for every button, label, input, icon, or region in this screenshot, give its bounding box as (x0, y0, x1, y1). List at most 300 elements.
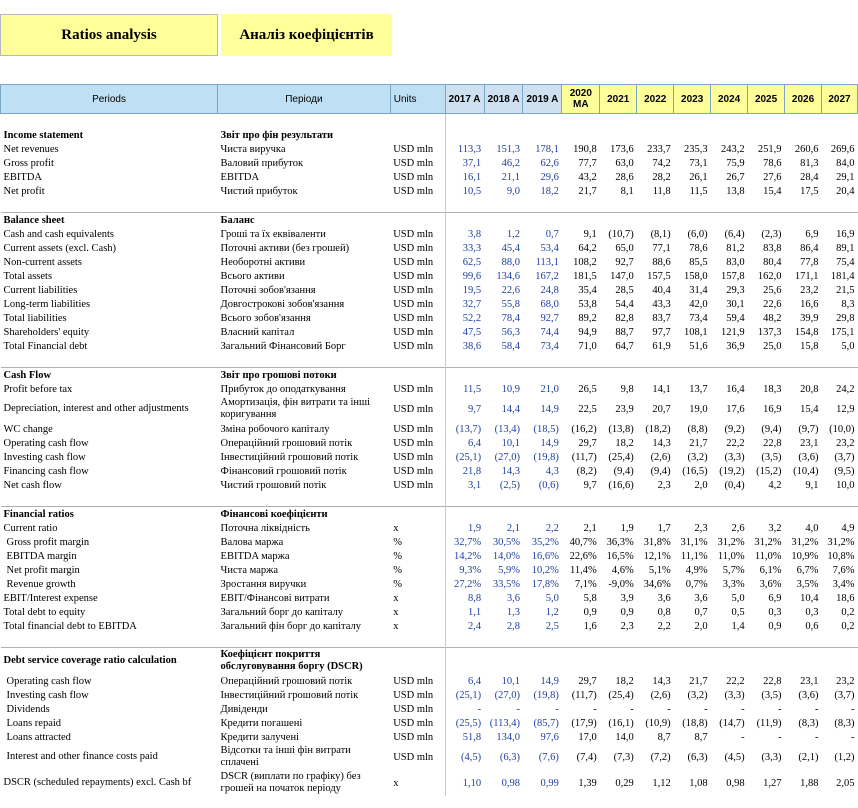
value-cell (748, 648, 785, 675)
row-unit: USD mln (390, 156, 445, 170)
empty-cell (674, 198, 711, 213)
header-year: 2026 (785, 85, 822, 114)
value-cell: 19,0 (689, 403, 708, 415)
value-cell: 89,2 (578, 312, 597, 324)
value-cell: 22,6 (763, 298, 782, 310)
empty-cell (637, 492, 674, 507)
value-cell: (8,2) (576, 465, 597, 477)
value-cell: (6,4) (724, 228, 745, 240)
empty-cell (748, 353, 785, 368)
empty-cell (390, 492, 445, 507)
value-cell: 22,8 (763, 437, 782, 449)
value-cell: (10,4) (793, 465, 819, 477)
value-cell: 10,1 (501, 437, 520, 449)
value-cell (445, 128, 484, 142)
value-cell: (2,3) (761, 228, 782, 240)
value-cell: 2,1 (506, 522, 520, 534)
row-unit: USD mln (390, 142, 445, 156)
row-label-ua: Поточні зобов'язання (220, 284, 316, 296)
spacer-row (1, 198, 858, 213)
row-unit: USD mln (390, 688, 445, 702)
value-cell: 61,9 (652, 340, 671, 352)
value-cell (445, 507, 484, 522)
row-label-ua: Операційний грошовий потік (220, 437, 353, 449)
value-cell: 1,10 (462, 777, 482, 789)
empty-cell (562, 492, 600, 507)
value-cell: 1,1 (467, 606, 482, 618)
value-cell: 0,9 (768, 620, 782, 632)
value-cell: 18,2 (615, 437, 634, 449)
value-cell: 22,6 (501, 284, 520, 296)
value-cell: 23,9 (615, 403, 634, 415)
value-cell (674, 213, 711, 228)
value-cell: 5,0 (545, 592, 559, 604)
value-cell (748, 507, 785, 522)
value-cell: 0,8 (657, 606, 671, 618)
value-cell: - (630, 703, 634, 715)
value-cell: 16,6% (531, 550, 559, 562)
value-cell: 53,4 (540, 242, 559, 254)
value-cell: 23,1 (800, 437, 819, 449)
value-cell (445, 648, 484, 675)
empty-cell (600, 198, 637, 213)
value-cell: 43,3 (652, 298, 671, 310)
value-cell: 28,4 (800, 171, 819, 183)
value-cell: (18,2) (645, 423, 671, 435)
section-header-row (1, 368, 858, 383)
value-cell: 243,2 (720, 143, 745, 155)
value-cell: 0,3 (805, 606, 819, 618)
value-cell: 31,2% (827, 536, 855, 548)
section-header-row (1, 648, 858, 675)
value-cell (748, 128, 785, 142)
value-cell: 14,3 (501, 465, 520, 477)
row-label-ua: Загальний борг до капіталу (220, 606, 343, 618)
value-cell: 53,8 (578, 298, 597, 310)
row-unit: USD mln (390, 436, 445, 450)
value-cell: (0,6) (538, 479, 559, 491)
value-cell: 82,8 (615, 312, 634, 324)
value-cell: 154,8 (794, 326, 819, 338)
value-cell: 29,8 (836, 312, 855, 324)
row-label-en: Loans repaid (6, 717, 62, 729)
row-unit (390, 507, 445, 522)
value-cell (600, 128, 637, 142)
value-cell (523, 128, 562, 142)
value-cell: 83,8 (763, 242, 782, 254)
row-unit: USD mln (390, 184, 445, 198)
empty-cell (748, 114, 785, 129)
value-cell: 84,0 (836, 157, 855, 169)
value-cell: 8,1 (620, 185, 634, 197)
row-label-en: Current liabilities (3, 284, 78, 296)
value-cell: 63,0 (615, 157, 634, 169)
row-label-ua: Чистий грошовий потік (220, 479, 327, 491)
value-cell: 31,2% (754, 536, 782, 548)
table-row (1, 619, 858, 633)
value-cell: 68,0 (540, 298, 559, 310)
value-cell: 2,3 (620, 620, 634, 632)
empty-cell (785, 114, 822, 129)
row-label-ua: Всього зобов'язання (220, 312, 311, 324)
value-cell: (11,9) (756, 717, 782, 729)
value-cell: 28,2 (652, 171, 671, 183)
row-label-ua: Кредити залучені (220, 731, 299, 743)
value-cell (822, 507, 858, 522)
value-cell: 36,9 (726, 340, 745, 352)
row-unit: USD mln (390, 325, 445, 339)
value-cell: 2,2 (545, 522, 559, 534)
value-cell: 10,9 (501, 383, 520, 395)
value-cell: - (741, 703, 745, 715)
value-cell: 6,9 (805, 228, 819, 240)
value-cell: - (704, 703, 708, 715)
value-cell: 0,5 (731, 606, 745, 618)
row-unit: x (390, 619, 445, 633)
value-cell: (8,3) (834, 717, 855, 729)
value-cell: 18,3 (763, 383, 782, 395)
value-cell: 33,3 (462, 242, 482, 254)
spacer-row (1, 353, 858, 368)
value-cell: 113,1 (535, 256, 559, 268)
row-label-ua: EBITDA (220, 171, 260, 183)
row-label-ua: Фінансовий грошовий потік (220, 465, 347, 477)
value-cell: 75,9 (726, 157, 745, 169)
row-label-en: EBITDA (3, 171, 42, 183)
value-cell (674, 368, 711, 383)
value-cell: 3,2 (768, 522, 782, 534)
table-row (1, 521, 858, 535)
value-cell: 8,7 (694, 731, 708, 743)
row-unit: USD mln (390, 396, 445, 422)
table-row (1, 450, 858, 464)
section-header-row (1, 128, 858, 142)
value-cell: 1,9 (467, 522, 482, 534)
value-cell: 17,6 (726, 403, 745, 415)
value-cell: 5,7% (722, 564, 745, 576)
header-year (562, 85, 600, 114)
value-cell: 175,1 (830, 326, 855, 338)
value-cell: 31,4 (689, 284, 708, 296)
header-year-ma: 2020 MA (569, 88, 592, 110)
row-label-en: WC change (3, 423, 53, 435)
row-unit: USD mln (390, 255, 445, 269)
value-cell: (13,4) (494, 423, 520, 435)
value-cell: 9,1 (805, 479, 819, 491)
value-cell: (10,7) (608, 228, 634, 240)
value-cell (785, 128, 822, 142)
value-cell: 137,3 (757, 326, 782, 338)
row-label-en: EBIT/Interest expense (3, 592, 98, 604)
empty-cell (523, 492, 562, 507)
value-cell: 15,4 (763, 185, 782, 197)
value-cell: 5,0 (841, 340, 855, 352)
row-label-ua: Чистий прибуток (220, 185, 298, 197)
value-cell: 24,8 (540, 284, 559, 296)
table-row (1, 478, 858, 492)
value-cell: (13,7) (455, 423, 482, 435)
empty-cell (711, 353, 748, 368)
value-cell: (3,6) (798, 689, 819, 701)
row-label-en: Non-current assets (3, 256, 82, 268)
value-cell: 1,9 (620, 522, 634, 534)
row-label-en: Net cash flow (3, 479, 62, 491)
value-cell: (10,9) (645, 717, 671, 729)
value-cell: 27,6 (763, 171, 782, 183)
value-cell: 3,6 (657, 592, 671, 604)
value-cell (445, 213, 484, 228)
value-cell: (25,5) (455, 717, 482, 729)
value-cell (445, 368, 484, 383)
value-cell: (3,2) (687, 689, 708, 701)
value-cell (562, 507, 600, 522)
value-cell: (18,5) (533, 423, 559, 435)
value-cell: (25,4) (608, 451, 634, 463)
row-label-ua: Кредити погашені (220, 717, 303, 729)
value-cell: 35,2% (531, 536, 559, 548)
value-cell: 37,1 (462, 157, 482, 169)
value-cell: 23,1 (800, 675, 819, 687)
table-row (1, 283, 858, 297)
value-cell: (16,5) (682, 465, 708, 477)
row-label-ua: Звіт про фін результати (220, 129, 334, 141)
value-cell: (19,2) (719, 465, 745, 477)
header-year: 2022 (637, 85, 674, 114)
row-label-en: Cash and cash equivalents (3, 228, 115, 240)
value-cell: - (741, 731, 745, 743)
value-cell: 108,1 (684, 326, 708, 338)
value-cell: 14,1 (652, 383, 671, 395)
value-cell: 14,3 (652, 437, 671, 449)
value-cell: 40,7% (569, 536, 597, 548)
value-cell: 2,5 (545, 620, 559, 632)
row-label-ua: Амортизація, фін витрати та інші коригування (220, 397, 371, 420)
empty-cell (637, 114, 674, 129)
value-cell: 18,2 (615, 675, 634, 687)
value-cell: 171,1 (794, 270, 819, 282)
empty-cell (390, 633, 445, 648)
table-row (1, 702, 858, 716)
value-cell: 55,8 (501, 298, 520, 310)
empty-cell (1, 353, 218, 368)
value-cell: 0,9 (620, 606, 634, 618)
value-cell: 178,1 (535, 143, 559, 155)
value-cell: 0,99 (540, 777, 559, 789)
value-cell: 26,1 (689, 171, 708, 183)
row-label-en: Total financial debt to EBITDA (3, 620, 137, 632)
row-label-en: Total assets (3, 270, 53, 282)
value-cell: 0,3 (768, 606, 782, 618)
row-label-en: Debt service coverage ratio calculation (1, 648, 218, 675)
value-cell (785, 213, 822, 228)
value-cell: 4,3 (545, 465, 559, 477)
value-cell: 58,4 (501, 340, 520, 352)
value-cell: 29,7 (578, 675, 597, 687)
value-cell: 157,8 (720, 270, 745, 282)
value-cell: (7,2) (650, 751, 671, 763)
value-cell (822, 128, 858, 142)
value-cell: 13,7 (689, 383, 708, 395)
value-cell: (3,5) (761, 451, 782, 463)
empty-cell (711, 114, 748, 129)
value-cell: 15,8 (800, 340, 819, 352)
row-label-en: Total debt to equity (3, 606, 86, 618)
row-label-en: Shareholders' equity (3, 326, 90, 338)
row-label-en: Interest and other finance costs paid (6, 751, 158, 762)
value-cell: 14,4 (501, 403, 520, 415)
value-cell: 94,9 (578, 326, 597, 338)
value-cell: 9,0 (506, 185, 520, 197)
value-cell: 2,1 (583, 522, 597, 534)
value-cell: 151,3 (496, 143, 520, 155)
empty-cell (748, 633, 785, 648)
value-cell: 21,7 (689, 437, 708, 449)
value-cell: 14,9 (540, 437, 559, 449)
value-cell: 23,2 (836, 437, 855, 449)
value-cell (637, 648, 674, 675)
value-cell: 13,8 (726, 185, 745, 197)
row-unit: % (390, 563, 445, 577)
value-cell: 7,1% (574, 578, 597, 590)
value-cell: 190,8 (573, 143, 597, 155)
value-cell: (0,4) (724, 479, 745, 491)
table-row (1, 170, 858, 184)
row-label-en: EBITDA margin (6, 550, 77, 562)
value-cell: 11,0% (717, 550, 745, 562)
value-cell: 30,5% (492, 536, 520, 548)
value-cell: 260,6 (794, 143, 819, 155)
value-cell: 88,6 (652, 256, 671, 268)
row-label-en: Net revenues (3, 143, 59, 155)
table-row (1, 297, 858, 311)
value-cell: 11,0% (754, 550, 782, 562)
empty-cell (445, 492, 484, 507)
value-cell: 22,2 (726, 675, 745, 687)
value-cell: 35,4 (578, 284, 597, 296)
value-cell: 20,7 (652, 403, 671, 415)
row-unit: USD mln (390, 450, 445, 464)
value-cell: 157,5 (647, 270, 671, 282)
value-cell: 31,2% (717, 536, 745, 548)
value-cell: 0,29 (615, 777, 634, 789)
value-cell: (3,3) (724, 689, 745, 701)
empty-cell (600, 633, 637, 648)
value-cell: 78,6 (689, 242, 708, 254)
empty-cell (484, 492, 523, 507)
value-cell: (2,1) (798, 751, 819, 763)
table-row (1, 577, 858, 591)
empty-cell (1, 114, 218, 129)
value-cell: (27,0) (494, 451, 520, 463)
value-cell: 3,6% (759, 578, 782, 590)
value-cell: 52,2 (462, 312, 482, 324)
value-cell: 1,4 (731, 620, 745, 632)
empty-cell (674, 114, 711, 129)
value-cell: 97,7 (652, 326, 671, 338)
row-label-ua: Чиста маржа (220, 564, 279, 576)
empty-cell (523, 198, 562, 213)
value-cell: 54,4 (615, 298, 634, 310)
row-label-ua: DSCR (виплати по графіку) без грошей на початок періоду (220, 771, 361, 794)
value-cell: (2,5) (499, 479, 520, 491)
header-units: Units (390, 85, 445, 114)
value-cell (523, 507, 562, 522)
value-cell: 6,4 (467, 675, 482, 687)
value-cell: 3,9 (620, 592, 634, 604)
value-cell: (4,5) (724, 751, 745, 763)
value-cell (637, 213, 674, 228)
row-label-en: Depreciation, interest and other adjustments (3, 403, 189, 414)
value-cell: 1,3 (506, 606, 520, 618)
value-cell: 4,0 (805, 522, 819, 534)
section-header-row (1, 213, 858, 228)
empty-cell (600, 353, 637, 368)
value-cell: 1,12 (652, 777, 671, 789)
value-cell: 3,6 (506, 592, 520, 604)
value-cell: (7,4) (576, 751, 597, 763)
table-row (1, 535, 858, 549)
value-cell: 29,6 (540, 171, 559, 183)
value-cell: 42,0 (689, 298, 708, 310)
value-cell: 0,98 (726, 777, 745, 789)
table-row (1, 396, 858, 422)
value-cell: 28,6 (615, 171, 634, 183)
row-label-ua: Зміна робочого капіталу (220, 423, 330, 435)
section-header-row (1, 507, 858, 522)
empty-cell (674, 353, 711, 368)
value-cell: 30,1 (726, 298, 745, 310)
value-cell: (19,8) (533, 689, 559, 701)
value-cell: 108,2 (573, 256, 597, 268)
value-cell: 21,0 (540, 383, 559, 395)
row-label-en: Financing cash flow (3, 465, 89, 477)
value-cell: 0,2 (841, 606, 855, 618)
value-cell: 3,4% (832, 578, 855, 590)
table-row (1, 227, 858, 241)
value-cell: 3,3% (722, 578, 745, 590)
value-cell: 3,1 (467, 479, 482, 491)
value-cell: 134,6 (496, 270, 520, 282)
row-label-ua: Інвестиційний грошовий потік (220, 689, 359, 701)
row-unit: x (390, 521, 445, 535)
row-unit: USD mln (390, 297, 445, 311)
header-year: 2025 (748, 85, 785, 114)
empty-cell (637, 198, 674, 213)
value-cell: 88,7 (615, 326, 634, 338)
value-cell: 11,8 (652, 185, 671, 197)
value-cell: 10,4 (800, 592, 819, 604)
empty-cell (1, 633, 218, 648)
row-label-en: Current ratio (3, 522, 58, 534)
value-cell: 64,7 (615, 340, 634, 352)
row-label-ua: Поточні активи (без грошей) (220, 242, 350, 254)
value-cell: 36,3% (606, 536, 634, 548)
title-en: Ratios analysis (0, 14, 218, 56)
value-cell: 46,2 (501, 157, 520, 169)
header-periods-en: Periods (1, 85, 218, 114)
empty-cell (218, 492, 391, 507)
empty-cell (523, 353, 562, 368)
value-cell: - (593, 703, 597, 715)
value-cell: 20,4 (836, 185, 855, 197)
empty-cell (822, 353, 858, 368)
value-cell: 1,27 (763, 777, 782, 789)
empty-cell (484, 114, 523, 129)
value-cell: 23,2 (836, 675, 855, 687)
value-cell (711, 128, 748, 142)
empty-cell (711, 492, 748, 507)
value-cell: 22,2 (726, 437, 745, 449)
